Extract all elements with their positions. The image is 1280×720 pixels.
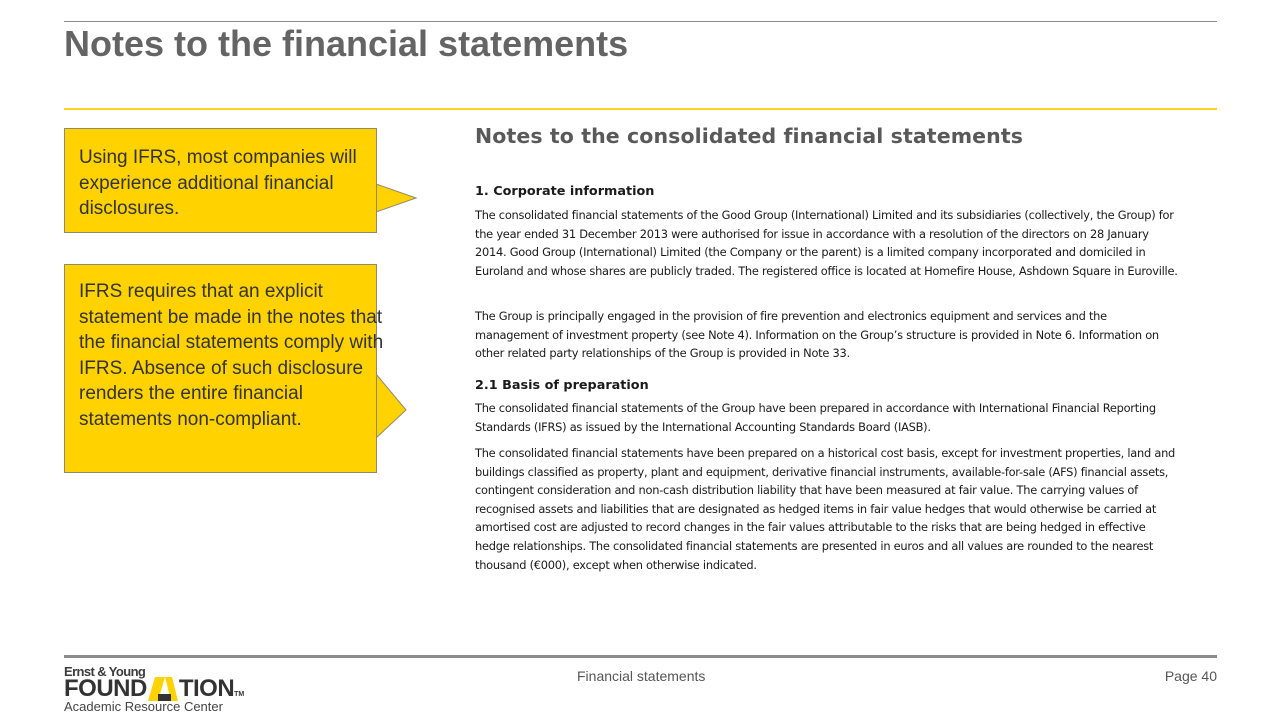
accent-rule [64,108,1217,110]
paragraph: The Group is principally engaged in the provision of fire prevention and electronics equipment and services and the management of investment property (see Note 4). Information on the Group’s structure is provided in Note 6. Information on other related party relationships of the Group is provided in Note 33. [475,309,1159,361]
slide-title: Notes to the financial statements [64,23,629,64]
callout-pointer [374,128,416,234]
page-number: Page 40 [1164,668,1217,684]
footer-section-label: Financial statements [577,668,706,684]
paragraph: The consolidated financial statements of the Good Group (International) Limited and its subsidiaries (collectively, the Group) for the year ended 31 December 2013 were authorised for issue in accordance with a resolution of the directors on 28 January 2014. Good Group (International) Limited (the Company or the parent) is a limited company incorporated and domiciled in Euroland and whose shares are publicly traded. The registered office is located at Homefire House, Ashdown Square in Euroville. [475,208,1178,278]
document-title: Notes to the consolidated financial statements [475,124,1024,148]
callout-text: IFRS requires that an explicit statement be made in the notes that the financial statements comply with IFRS. Absence of such disclosure renders the entire financial statements non-compliant. [79,281,384,430]
footer-rule [64,655,1217,658]
callout-additional-disclosures [64,128,416,234]
logo-subtitle: Academic Resource Center [64,699,223,714]
logo-trademark: TM [234,691,245,698]
logo-a-mark-icon [148,677,178,701]
callout-compliance-statement [64,264,409,474]
paragraph: The consolidated financial statements of the Group have been prepared in accordance with International Financial Reporting Standards (IFRS) as issued by the International Accounting Standards Board (IASB). [475,401,1156,434]
logo-word-left: FOUND [64,675,147,702]
logo-ernst-young: Ernst & Young [64,664,146,679]
logo-word-right: TION [178,675,235,702]
callout-text: Using IFRS, most companies will experience additional financial disclosures. [79,147,357,219]
section-heading-basis-of-preparation: 2.1 Basis of preparation [475,378,649,393]
section-heading-corporate-information: 1. Corporate information [475,184,655,199]
paragraph: The consolidated financial statements have been prepared on a historical cost basis, except for investment properties, land and buildings classified as property, plant and equipment, derivative financial instruments, available-for-sale (AFS) financial assets, contingent consideration and non-cash distribution liability that have been measured at fair value. The carrying values of recognised assets and liabilities that are designated as hedged items in fair value hedges that would otherwise be carried at amortised cost are adjusted to record changes in the fair values attributable to the risks that are being hedged in effective hedge relationships. The consolidated financial statements are presented in euros and all values are rounded to the nearest thousand (€000), except when otherwise indicated. [475,446,1176,572]
foundation-logo [64,664,254,716]
